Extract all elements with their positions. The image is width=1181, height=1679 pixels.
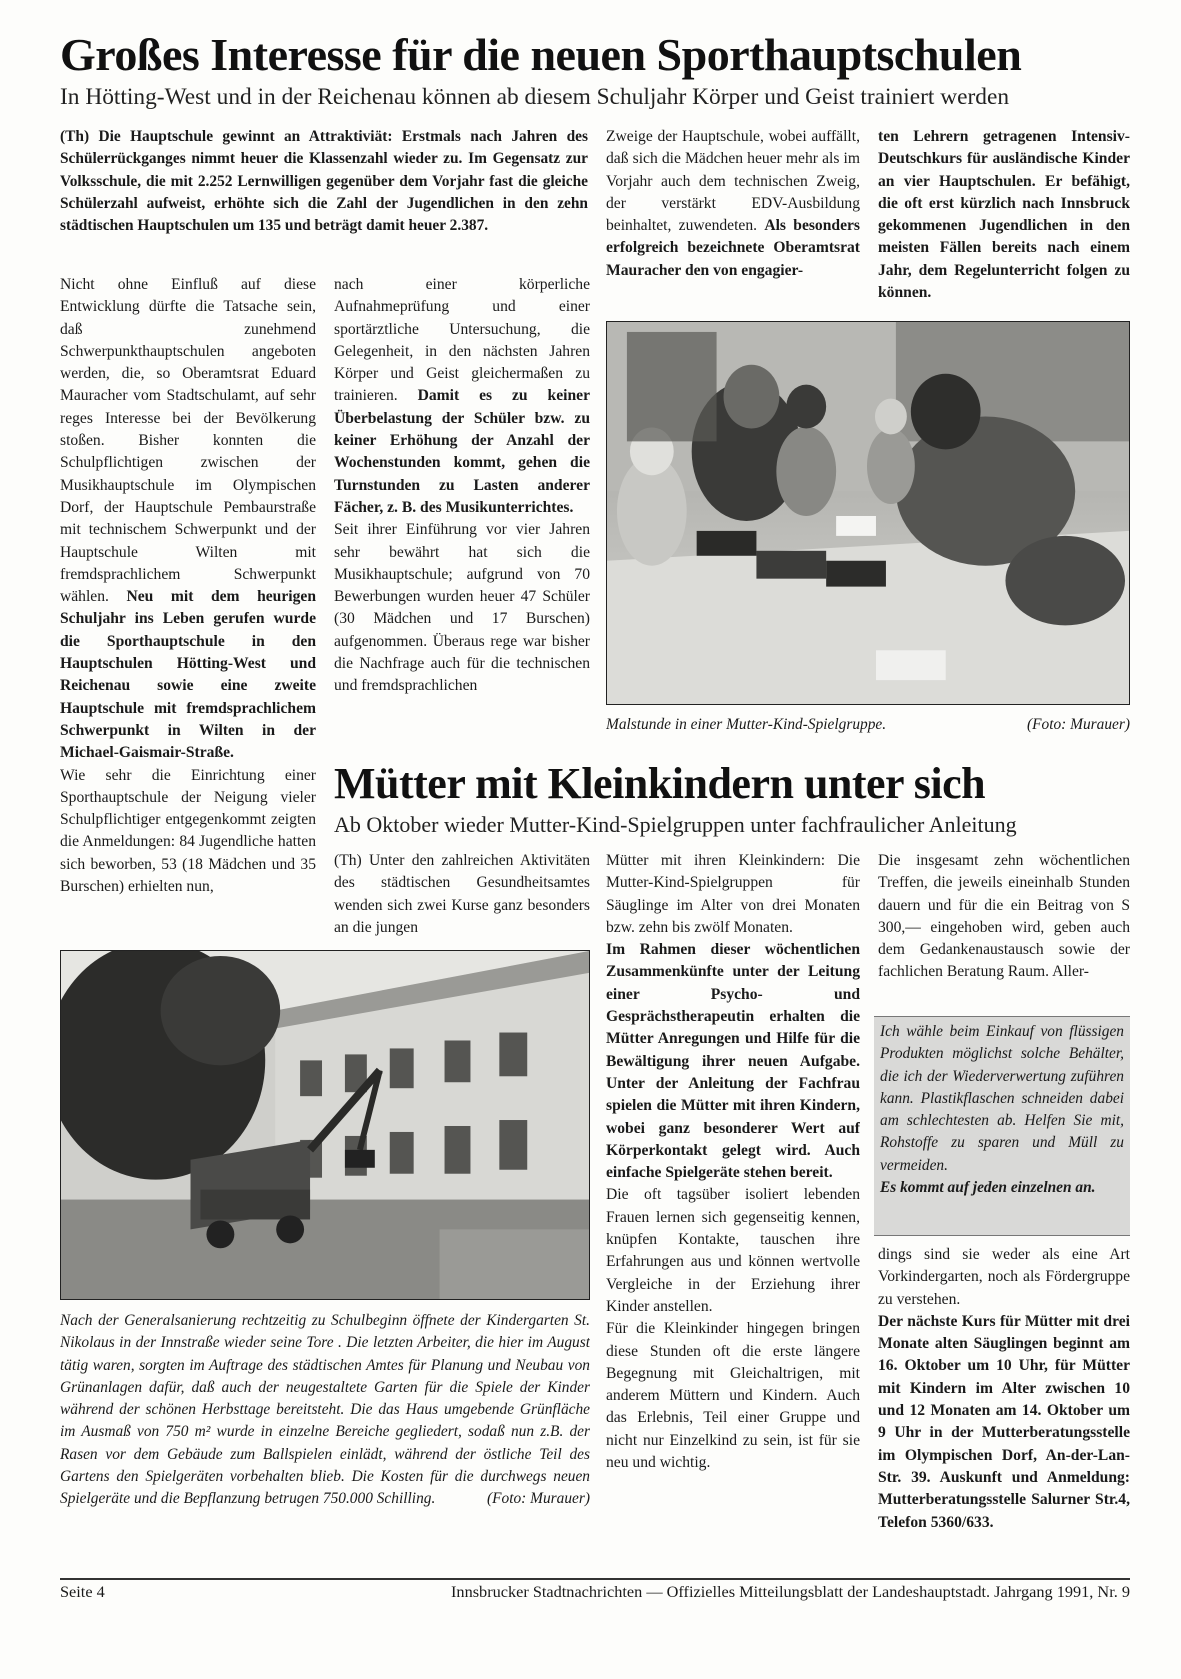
article2-headline: Mütter mit Kleinkindern unter sich <box>334 759 986 808</box>
article1-col1-paragraph: Nicht ohne Einfluß auf diese Entwicklung dürfte die Tatsache sein, daß zunehmend Schwerpunkthauptschulen angeboten werden, die, so Oberamtsrat Eduard Mauracher vom Stadtschulamt, auf sehr reges Interesse bei der Bevölkerung stoßen. Bisher konnten die Schulpflichtigen zwischen der Musikhauptschule im Olympischen Dorf, der Hauptschule Pembaurstraße mit technischem Schwerpunkt und der Hauptschule Wilten mit fremdsprachlichem Schwerpunkt wählen. Neu mit dem heurigen Schuljahr ins Leben gerufen wurde die Sporthauptschule in den Hauptschulen Hötting-West und Reichenau sowie eine zweite Hauptschule mit fremdsprachlichem Schwerpunkt in Wilten in der Michael-Gaismair-Straße. <box>60 276 316 762</box>
publication-line: Innsbrucker Stadtnachrichten — Offizielles Mitteilungsblatt der Landeshauptstadt. Jahrgang 1991, Nr. 9 <box>451 1582 1130 1601</box>
article1-col2-paragraph: nach einer körperliche Aufnahmeprüfung und einer sportärztliche Untersuchung, die Gelegenheit, in den nächsten Jahren Körper und Geist gleichermaßen zu trainieren. Damit es zu keiner Überbelastung der Schüler bzw. zu keiner Erhöhung der Anzahl der Wochenstunden kommt, gehen die Turnstunden zu Lasten anderer Fächer, z. B. des Musikunterrichtes. <box>334 276 590 516</box>
recycling-infobox <box>874 1016 1130 1236</box>
playgroup-photo-credit: (Foto: Murauer) <box>1026 716 1130 733</box>
infobox-text: Ich wähle beim Einkauf von flüssigen Produkten möglichst solche Behälter, die ich der Wiederverwertung zuführen kann. Plastikflaschen schneiden dabei am schlechtesten ab. Helfen Sie mit, Rohstoffe zu sparen und Müll zu vermeiden. <box>880 1023 1124 1174</box>
article2-col4-paragraph-2: dings sind sie weder als eine Art Vorkindergarten, noch als Fördergruppe zu verstehen. <box>878 1246 1130 1308</box>
page-footer <box>60 1582 1130 1602</box>
article2-column-3 <box>606 850 860 1562</box>
article1-column-3 <box>606 126 860 306</box>
article1-col1-paragraph-2: Wie sehr die Einrichtung einer Sporthauptschule der Neigung vieler Schulpflichtiger entgegenkommt zeigten die Anmeldungen: 84 Jugendliche hatten sich beworben, 53 (18 Mädchen und 35 Burschen) erhielten nun, <box>60 766 316 896</box>
playgroup-caption-text: Malstunde in einer Mutter-Kind-Spielgruppe. <box>606 716 887 733</box>
article2-col3-paragraph-4: Für die Kleinkinder hingegen bringen diese Stunden oft die erste längere Begegnung mit Gleichaltrigen, mit anderem Müttern und Kindern. Auch das Erlebnis, Teil einer Gruppe und nicht nur Einzelkind zu sein, ist für sie neu und wichtig. <box>606 1320 860 1472</box>
article1-col3-bold: Als besonders erfolgreich bezeichnete Oberamtsrat Mauracher den von engagier- <box>606 217 860 279</box>
article2-column-4-top <box>878 850 1130 1010</box>
kindergarten-photo-image <box>61 951 589 1299</box>
article1-lead: (Th) Die Hauptschule gewinnt an Attraktiviät: Erstmals nach Jahren des Schülerrückganges nimmt heuer die Klassenzahl wieder zu. Im Gegensatz zur Volksschule, die mit 2.252 Lernwilligen gegenüber dem Vorjahr fast die gleiche Schülerzahl aufweist, erhöhte sich die Zahl der Jugendlichen in den zehn städtischen Hauptschulen um 135 und beträgt damit heuer 2.387. <box>60 128 588 235</box>
article1-column-4 <box>878 126 1130 306</box>
article1-col2-paragraph-2: Seit ihrer Einführung vor vier Jahren sehr bewährt hat sich die Musikhauptschule; aufgrund von 70 Bewerbungen wurden heuer 47 Schüler (30 Mädchen und 17 Burschen) aufgenommen. Überaus rege war bisher die Nachfrage auch für die technischen und fremdsprachlichen <box>334 521 590 695</box>
kindergarten-photo-credit: (Foto: Murauer) <box>486 1490 590 1508</box>
kindergarten-caption <box>60 1310 590 1562</box>
article1-col2-bold: Damit es zu keiner Überbelastung der Schüler bzw. zu keiner Erhöhung der Anzahl der Wochenstunden kommt, gehen die Turnstunden zu Lasten anderer Fächer, z. B. des Musikunterrichtes. <box>334 387 590 516</box>
article2-subheadline: Ab Oktober wieder Mutter-Kind-Spielgruppen unter fachfraulicher Anleitung <box>334 812 1017 837</box>
playgroup-photo-image <box>607 322 1129 704</box>
article1-col4-paragraph: ten Lehrern getragenen Intensiv-Deutschkurs für ausländische Kinder an vier Hauptschulen. Er befähigt, die oft erst kürzlich nach Innsbruck gekommenen Jugendlichen in den meisten Fällen bereits nach einem Jahr, dem Regelunterricht folgen zu können. <box>878 128 1130 302</box>
article2-col3-paragraph-2: Im Rahmen dieser wöchentlichen Zusammenkünfte unter der Leitung einer Psycho- und Gesprächstherapeutin erhalten die Mütter Anregungen und Hilfe für die Bewältigung ihrer neuen Aufgabe. Unter der Anleitung der Fachfrau spielen die Mütter mit ihren Kindern, wobei ganz besonderer Wert auf Körperkontakt gelegt wird. Auch einfache Spielgeräte stehen bereit. <box>606 941 860 1182</box>
article2-col3-paragraph-1: Mütter mit ihren Kleinkindern: Die Mutter-Kind-Spielgruppen für Säuglinge im Alter von drei Monaten bzw. zehn bis zwölf Monaten. <box>606 852 860 936</box>
playgroup-caption <box>606 714 1130 738</box>
article2-column-2 <box>334 850 590 942</box>
article1-column-1 <box>60 274 316 944</box>
page-number: Seite 4 <box>60 1582 105 1601</box>
article2-col4-paragraph-3: Der nächste Kurs für Mütter mit drei Monate alten Säuglingen beginnt am 16. Oktober um 10 Uhr, für Mütter mit Kindern im Alter zwischen 10 und 12 Monaten am 14. Oktober um 9 Uhr in der Mutterberatungsstelle im Olympischen Dorf, An-der-Lan-Str. 39. Auskunft und Anmeldung: Mutterberatungsstelle Salurner Str.4, Telefon 5360/633. <box>878 1312 1130 1531</box>
article2-col2-paragraph: (Th) Unter den zahlreichen Aktivitäten des städtischen Gesundheitsamtes wenden sich zwei Kurse ganz besonders an die jungen <box>334 852 590 936</box>
article2-col3-paragraph-3: Die oft tagsüber isoliert lebenden Frauen lernen sich gegenseitig kennen, knüpfen Kontakte, tauschen ihre Erfahrungen aus und können wertvolle Vergleiche in der Erziehung ihrer Kinder anstellen. <box>606 1186 860 1315</box>
article1-col1-bold: Neu mit dem heurigen Schuljahr ins Leben gerufen wurde die Sporthauptschule in den Hauptschulen Hötting-West und Reichenau sowie eine zweite Hauptschule mit fremdsprachlichem Schwerpunkt in Wilten in der Michael-Gaismair-Straße. <box>60 588 316 762</box>
playgroup-photo <box>606 321 1130 705</box>
article2-col4-paragraph-1: Die insgesamt zehn wöchentlichen Treffen, die jeweils eineinhalb Stunden dauern und für die ein Beitrag von S 300,— eingehoben wird, geben auch dem Gedankenaustausch sowie der fachlichen Beratung Raum. Aller- <box>878 852 1130 981</box>
article1-subheadline: In Hötting-West und in der Reichenau können ab diesem Schuljahr Körper und Geist trainiert werden <box>60 84 1010 110</box>
footer-rule <box>60 1578 1130 1580</box>
infobox-tagline: Es kommt auf jeden einzelnen an. <box>880 1179 1096 1197</box>
article1-col3-paragraph: Zweige der Hauptschule, wobei auffällt, daß sich die Mädchen heuer mehr als im Vorjahr auch dem technischen Zweig, der verstärkt EDV-Ausbildung beinhaltet, zuwendeten. Als besonders erfolgreich bezeichnete Oberamtsrat Mauracher den von engagier- <box>606 128 860 279</box>
kindergarten-caption-text: Nach der Generalsanierung rechtzeitig zu Schulbeginn öffnete der Kindergarten St. Nikolaus in der Innstraße wieder seine Tore . Die letzten Arbeiter, die hier im August tätig waren, sorgten im Auftrage des städtischen Amtes für Planung und Neubau von Grünanlagen dafür, daß auch der neugestaltete Garten für die Spiele der Kinder während der schönen Herbsttage bereitsteht. Die das Haus umgebende Grünfläche im Ausmaß von 750 m² wurde in einzelne Bereiche gegliedert, sodaß nun z.B. der Rasen vor dem Gebäude zum Ballspielen einlädt, während der östliche Teil des Gartens den Spielgeräten vorbehalten blieb. Die Kosten für die durchwegs neuen Spielgeräte und die Bepflanzung betrugen 750.000 Schilling. <box>60 1312 590 1508</box>
article1-headline: Großes Interesse für die neuen Sporthauptschulen <box>60 29 1022 80</box>
kindergarten-photo <box>60 950 590 1300</box>
article2-column-4-bottom <box>878 1244 1130 1562</box>
article1-column-2 <box>334 274 590 744</box>
